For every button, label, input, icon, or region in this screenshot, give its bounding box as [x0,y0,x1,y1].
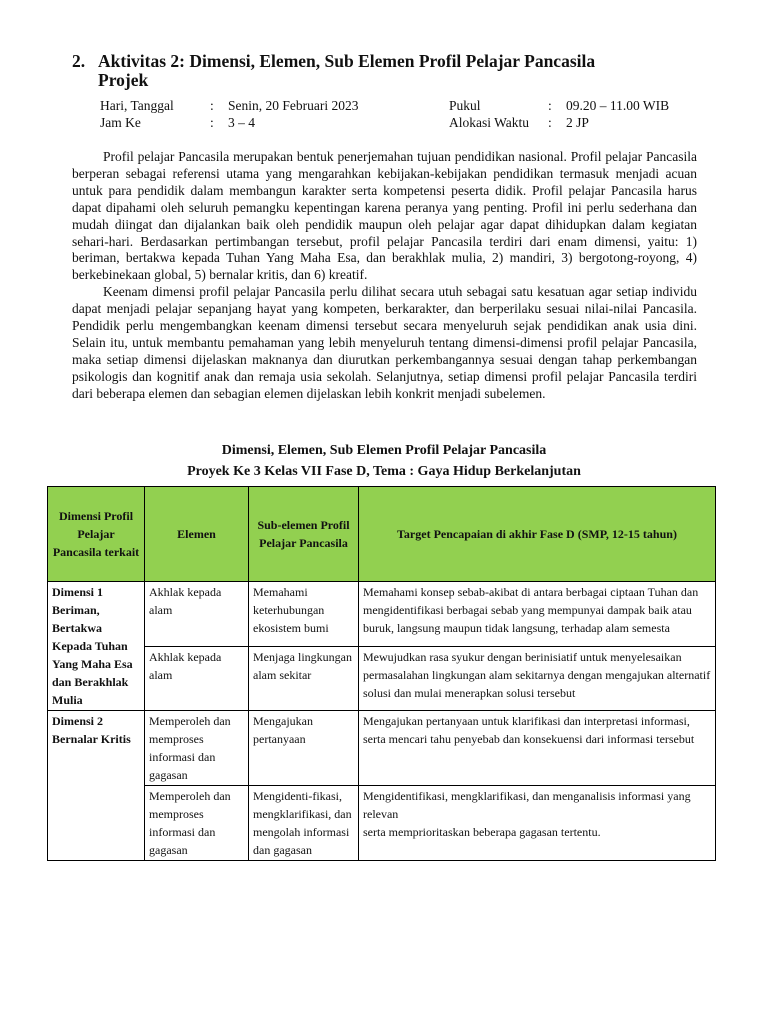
target-cell [359,582,716,647]
meta-row [100,114,700,131]
meta-value: 2 JP [566,115,589,130]
sub-elemen-cell: Mengidenti-fikasi, mengklarifikasi, dan mengolah informasi dan gagasan [249,786,359,861]
body-paragraph: Profil pelajar Pancasila merupakan bentuk penerjemahan tujuan pendidikan nasional. Profil pelajar Pancasila berperan sebagai referensi utama yang mengarahkan kebijakan-kebijakan pendidikan termasuk menjadi acuan untuk para pendidik dalam membangun karakter serta kompetensi peserta didik. Profil pelajar Pancasila harus dapat dipahami oleh seluruh pemangku kepentingan karena peranya yang penting. Profil ini perlu sederhana dan mudah diingat dan dijalankan baik oleh pendidik maupun oleh pelajar agar dapat dihidupkan dalam kegiatan sehari-hari. Berdasarkan pertimbangan tersebut, profil pelajar Pancasila terdiri dari enam dimensi, yaitu: 1) beriman, bertakwa kepada Tuhan Yang Maha Esa, dan berakhlak mulia, 2) mandiri, 3) bergotong-royong, 4) berkebinekaan global, 5) bernalar kritis, dan 6) kreatif. [72,149,697,283]
table-row [48,786,716,861]
meta-label: Hari, Tanggal [100,98,174,113]
meta-label: Alokasi Waktu [449,115,530,130]
target-text: serta mencari tahu penyebab dan konsekuensi dari informasi tersebut [363,732,695,746]
elemen-cell: Akhlak kepada alam [145,646,249,711]
meta-separator: : [210,115,214,130]
sub-elemen-cell: Memahami keterhubungan ekosistem bumi [249,582,359,647]
meta-separator: : [210,98,214,113]
header-dimensi: Dimensi Profil Pelajar Pancasila terkait [48,487,145,582]
table-header-row [48,487,716,582]
target-text: Mengidentifikasi, mengklarifikasi, dan menganalisis informasi yang relevan [363,789,691,821]
section-title-line2: Projek [98,70,149,90]
target-text: Mengajukan pertanyaan untuk klarifikasi dan interpretasi informasi, [363,714,690,728]
table-row [48,646,716,711]
meta-value: 09.20 – 11.00 WIB [566,98,670,113]
section-heading [72,52,712,90]
section-number: 2. [72,51,86,71]
meta-separator: : [548,115,552,130]
target-text: Memahami konsep sebab-akibat di antara berbagai ciptaan Tuhan dan mengidentifikasi berbagai sebab yang mempunyai dampak baik atau buruk, langsung maupun tidak langsung, terhadap alam semesta [363,585,699,635]
dimensi-cell: Dimensi 1 Beriman, Bertakwa Kepada Tuhan Yang Maha Esa dan Berakhlak Mulia [48,582,145,711]
dimensi-cell: Dimensi 2 Bernalar Kritis [48,711,145,861]
header-sub-elemen: Sub-elemen Profil Pelajar Pancasila [249,487,359,582]
meta-label: Jam Ke [100,115,141,130]
meta-value: 3 – 4 [228,115,255,130]
activity-meta [100,97,700,131]
target-text: Mewujudkan rasa syukur dengan berinisiatif untuk menyelesaikan permasalahan lingkungan alam sekitarnya dengan mengajukan alternatif solusi dan mulai menerapkan solusi tersebut [363,649,711,700]
target-text: serta memprioritaskan beberapa gagasan tertentu. [363,825,601,839]
sub-elemen-cell: Mengajukan pertanyaan [249,711,359,786]
sub-elemen-cell: Menjaga lingkungan alam sekitar [249,646,359,711]
target-cell [359,711,716,786]
elemen-cell: Memperoleh dan memproses informasi dan gagasan [145,711,249,786]
header-target: Target Pencapaian di akhir Fase D (SMP, 12-15 tahun) [359,487,716,582]
body-text [72,149,697,403]
meta-value: Senin, 20 Februari 2023 [228,98,359,113]
table-row [48,582,716,647]
header-elemen: Elemen [145,487,249,582]
profile-table [47,486,716,861]
table-caption [40,440,728,482]
body-paragraph: Keenam dimensi profil pelajar Pancasila perlu dilihat secara utuh sebagai satu kesatuan agar setiap individu dapat menjadi pelajar sepanjang hayat yang kompeten, berkarakter, dan berperilaku sesuai nilai-nilai Pancasila. Pendidik perlu mengembangkan keenam dimensi tersebut secara menyeluruh sejak pendidikan anak usia dini. Selain itu, untuk membantu pemahaman yang lebih menyeluruh tentang dimensi-dimensi profil pelajar Pancasila, maka setiap dimensi dijelaskan maknanya dan diurutkan perkembangannya sesuai dengan tahap perkembangan psikologis dan kognitif anak dan remaja usia sekolah. Selanjutnya, setiap dimensi profil pelajar Pancasila terdiri dari beberapa elemen dan sebagian elemen dijelaskan lebih konkrit menjadi subelemen. [72,284,697,401]
meta-separator: : [548,98,552,113]
meta-label: Pukul [449,98,481,113]
elemen-cell: Memperoleh dan memproses informasi dan gagasan [145,786,249,861]
target-cell [359,646,716,711]
table-row [48,711,716,786]
caption-line2: Proyek Ke 3 Kelas VII Fase D, Tema : Gaya Hidup Berkelanjutan [187,464,581,479]
target-cell [359,786,716,861]
meta-row [100,97,700,114]
section-title-line1: Aktivitas 2: Dimensi, Elemen, Sub Elemen Profil Pelajar Pancasila [98,51,596,71]
elemen-cell: Akhlak kepada alam [145,582,249,647]
caption-line1: Dimensi, Elemen, Sub Elemen Profil Pelajar Pancasila [221,443,547,458]
